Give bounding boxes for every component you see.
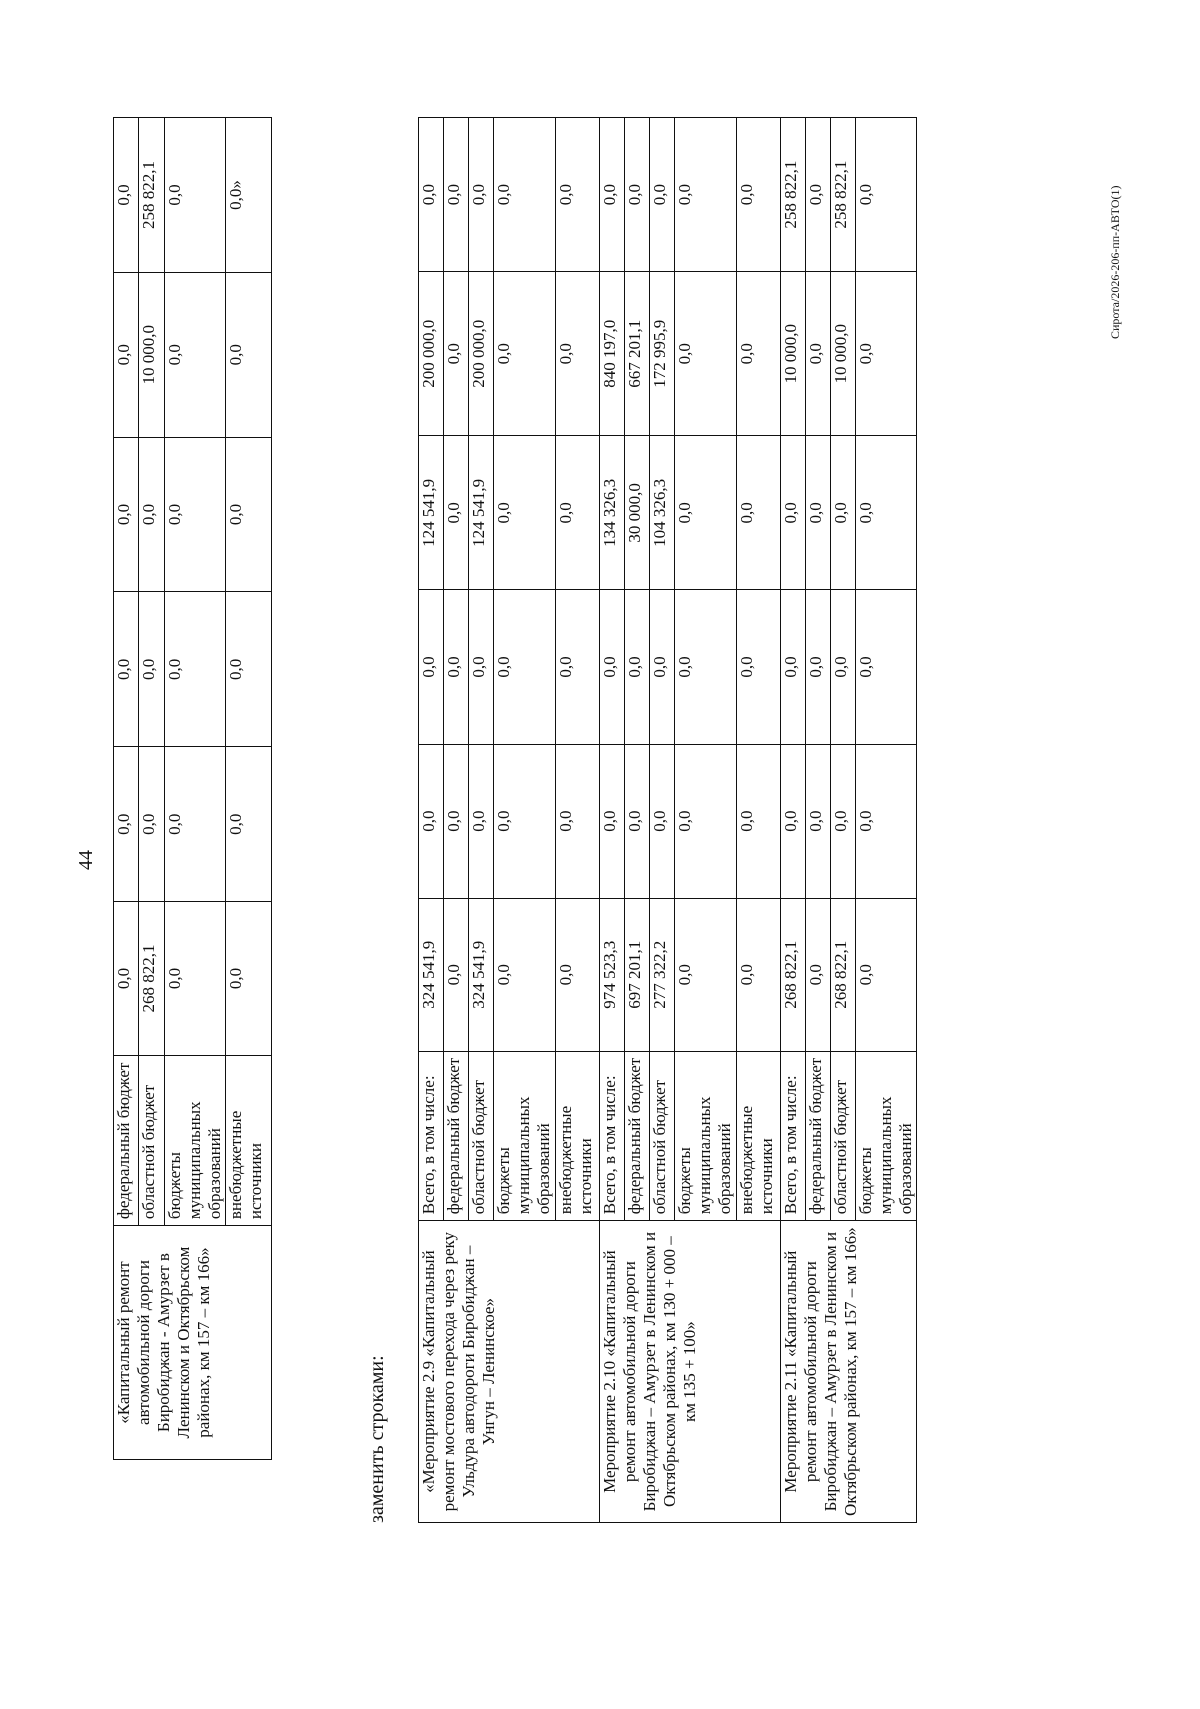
funding-source: федеральный бюджет <box>806 1051 831 1220</box>
amount-cell: 0,0 <box>469 590 494 744</box>
amount-cell: 0,0» <box>226 118 272 273</box>
amount-cell: 0,0 <box>165 747 226 902</box>
amount-cell: 0,0 <box>737 118 781 272</box>
amount-cell: 0,0 <box>856 898 917 1051</box>
table-row <box>600 118 625 1523</box>
amount-cell: 0,0 <box>226 747 272 902</box>
amount-cell: 0,0 <box>556 744 600 898</box>
funding-source: федеральный бюджет <box>444 1051 469 1220</box>
amount-cell: 0,0 <box>781 744 806 898</box>
document-code: Сирота/2026-206-пп-АВТО(1) <box>1108 185 1122 339</box>
measure-name: «Капитальный ремонт автомобильной дороги Биробиджан - Амурзет в Ленинском и Октябрьском районах, км 157 – км 166» <box>114 1226 272 1460</box>
amount-cell: 0,0 <box>675 744 737 898</box>
page-number: 44 <box>75 850 97 870</box>
amount-cell: 0,0 <box>165 437 226 592</box>
funding-source: бюджеты муниципальных образований <box>165 1055 226 1225</box>
amount-cell: 0,0 <box>165 272 226 437</box>
amount-cell: 0,0 <box>856 590 917 744</box>
amount-cell: 10 000,0 <box>139 272 165 437</box>
amount-cell: 0,0 <box>600 590 625 744</box>
funding-source: областной бюджет <box>139 1055 165 1225</box>
amount-cell: 0,0 <box>675 272 737 436</box>
amount-cell: 0,0 <box>444 118 469 272</box>
amount-cell: 0,0 <box>556 590 600 744</box>
amount-cell: 0,0 <box>419 590 444 744</box>
amount-cell: 0,0 <box>494 744 556 898</box>
amount-cell: 0,0 <box>806 590 831 744</box>
funding-source: федеральный бюджет <box>625 1051 650 1220</box>
table-row <box>114 118 139 1460</box>
funding-source: внебюджетные источники <box>226 1055 272 1225</box>
amount-cell: 0,0 <box>806 118 831 272</box>
funding-source: внебюджетные источники <box>556 1051 600 1220</box>
amount-cell: 0,0 <box>625 118 650 272</box>
amount-cell: 840 197,0 <box>600 272 625 436</box>
amount-cell: 0,0 <box>494 118 556 272</box>
amount-cell: 0,0 <box>139 747 165 902</box>
measure-name: «Мероприятие 2.9 «Капитальный ремонт мостового перехода через реку Ульдура автодороги Биробиджан – Унгун – Ленинское» <box>419 1221 600 1523</box>
amount-cell: 0,0 <box>444 436 469 590</box>
amount-cell: 134 326,3 <box>600 436 625 590</box>
amount-cell: 0,0 <box>806 272 831 436</box>
amount-cell: 0,0 <box>226 592 272 747</box>
amount-cell: 0,0 <box>856 272 917 436</box>
amount-cell: 0,0 <box>114 437 139 592</box>
amount-cell: 258 822,1 <box>781 118 806 272</box>
amount-cell: 10 000,0 <box>831 272 856 436</box>
amount-cell: 258 822,1 <box>139 118 165 273</box>
amount-cell: 0,0 <box>806 436 831 590</box>
amount-cell: 0,0 <box>675 590 737 744</box>
amount-cell: 0,0 <box>831 436 856 590</box>
amount-cell: 0,0 <box>556 118 600 272</box>
amount-cell: 0,0 <box>737 272 781 436</box>
amount-cell: 0,0 <box>650 744 675 898</box>
amount-cell: 10 000,0 <box>781 272 806 436</box>
amount-cell: 0,0 <box>831 590 856 744</box>
amount-cell: 0,0 <box>650 590 675 744</box>
amount-cell: 0,0 <box>806 898 831 1051</box>
amount-cell: 0,0 <box>806 744 831 898</box>
amount-cell: 0,0 <box>675 436 737 590</box>
amount-cell: 0,0 <box>419 744 444 898</box>
amount-cell: 0,0 <box>737 590 781 744</box>
amount-cell: 104 326,3 <box>650 436 675 590</box>
amount-cell: 258 822,1 <box>831 118 856 272</box>
amount-cell: 124 541,9 <box>469 436 494 590</box>
amount-cell: 0,0 <box>675 118 737 272</box>
amount-cell: 30 000,0 <box>625 436 650 590</box>
amount-cell: 268 822,1 <box>831 898 856 1051</box>
amount-cell: 0,0 <box>139 437 165 592</box>
amount-cell: 0,0 <box>494 436 556 590</box>
funding-source: областной бюджет <box>831 1051 856 1220</box>
amount-cell: 0,0 <box>556 436 600 590</box>
amount-cell: 200 000,0 <box>419 272 444 436</box>
funding-source: бюджеты муниципальных образований <box>856 1051 917 1220</box>
funding-source: Всего, в том числе: <box>781 1051 806 1220</box>
funding-source: бюджеты муниципальных образований <box>494 1051 556 1220</box>
amount-cell: 0,0 <box>165 592 226 747</box>
amount-cell: 0,0 <box>856 118 917 272</box>
amount-cell: 0,0 <box>444 590 469 744</box>
replace-label: заменить строками: <box>366 1355 388 1523</box>
amount-cell: 697 201,1 <box>625 898 650 1051</box>
measure-name: Мероприятие 2.11 «Капитальный ремонт автомобильной дороги Биробиджан – Амурзет в Ленинском и Октябрьском районах, км 157 – км 166» <box>781 1221 917 1523</box>
amount-cell: 0,0 <box>600 744 625 898</box>
amount-cell: 200 000,0 <box>469 272 494 436</box>
table-row <box>781 118 806 1523</box>
amount-cell: 0,0 <box>494 898 556 1051</box>
amount-cell: 0,0 <box>737 436 781 590</box>
funding-source: федеральный бюджет <box>114 1055 139 1225</box>
amount-cell: 0,0 <box>114 118 139 273</box>
amount-cell: 0,0 <box>165 118 226 273</box>
replacement-rows-table <box>418 117 917 1523</box>
amount-cell: 0,0 <box>469 744 494 898</box>
amount-cell: 268 822,1 <box>139 902 165 1056</box>
amount-cell: 0,0 <box>494 272 556 436</box>
amount-cell: 0,0 <box>444 898 469 1051</box>
amount-cell: 0,0 <box>625 590 650 744</box>
amount-cell: 0,0 <box>856 744 917 898</box>
amount-cell: 0,0 <box>226 902 272 1056</box>
amount-cell: 0,0 <box>165 902 226 1056</box>
amount-cell: 172 995,9 <box>650 272 675 436</box>
measure-name: Мероприятие 2.10 «Капитальный ремонт автомобильной дороги Биробиджан – Амурзет в Ленинском и Октябрьском районах, км 130 + 000 – км 135 + 100» <box>600 1221 781 1523</box>
amount-cell: 0,0 <box>226 272 272 437</box>
amount-cell: 0,0 <box>831 744 856 898</box>
amount-cell: 324 541,9 <box>469 898 494 1051</box>
amount-cell: 0,0 <box>781 590 806 744</box>
funding-source: Всего, в том числе: <box>419 1051 444 1220</box>
amount-cell: 0,0 <box>856 436 917 590</box>
funding-source: бюджеты муниципальных образований <box>675 1051 737 1220</box>
amount-cell: 268 822,1 <box>781 898 806 1051</box>
amount-cell: 974 523,3 <box>600 898 625 1051</box>
amount-cell: 277 322,2 <box>650 898 675 1051</box>
amount-cell: 324 541,9 <box>419 898 444 1051</box>
amount-cell: 0,0 <box>600 118 625 272</box>
amount-cell: 0,0 <box>556 898 600 1051</box>
amount-cell: 0,0 <box>114 592 139 747</box>
amount-cell: 0,0 <box>781 436 806 590</box>
amount-cell: 0,0 <box>625 744 650 898</box>
amount-cell: 0,0 <box>444 744 469 898</box>
amount-cell: 0,0 <box>444 272 469 436</box>
amount-cell: 0,0 <box>469 118 494 272</box>
amount-cell: 124 541,9 <box>419 436 444 590</box>
amount-cell: 0,0 <box>114 747 139 902</box>
amount-cell: 0,0 <box>737 898 781 1051</box>
funding-source: областной бюджет <box>650 1051 675 1220</box>
funding-source: областной бюджет <box>469 1051 494 1220</box>
amount-cell: 0,0 <box>114 272 139 437</box>
amount-cell: 667 201,1 <box>625 272 650 436</box>
amount-cell: 0,0 <box>675 898 737 1051</box>
amount-cell: 0,0 <box>494 590 556 744</box>
amount-cell: 0,0 <box>650 118 675 272</box>
amount-cell: 0,0 <box>226 437 272 592</box>
table-row <box>419 118 444 1523</box>
amount-cell: 0,0 <box>114 902 139 1056</box>
existing-rows-table <box>113 117 272 1460</box>
amount-cell: 0,0 <box>556 272 600 436</box>
funding-source: внебюджетные источники <box>737 1051 781 1220</box>
amount-cell: 0,0 <box>139 592 165 747</box>
amount-cell: 0,0 <box>737 744 781 898</box>
funding-source: Всего, в том числе: <box>600 1051 625 1220</box>
amount-cell: 0,0 <box>419 118 444 272</box>
